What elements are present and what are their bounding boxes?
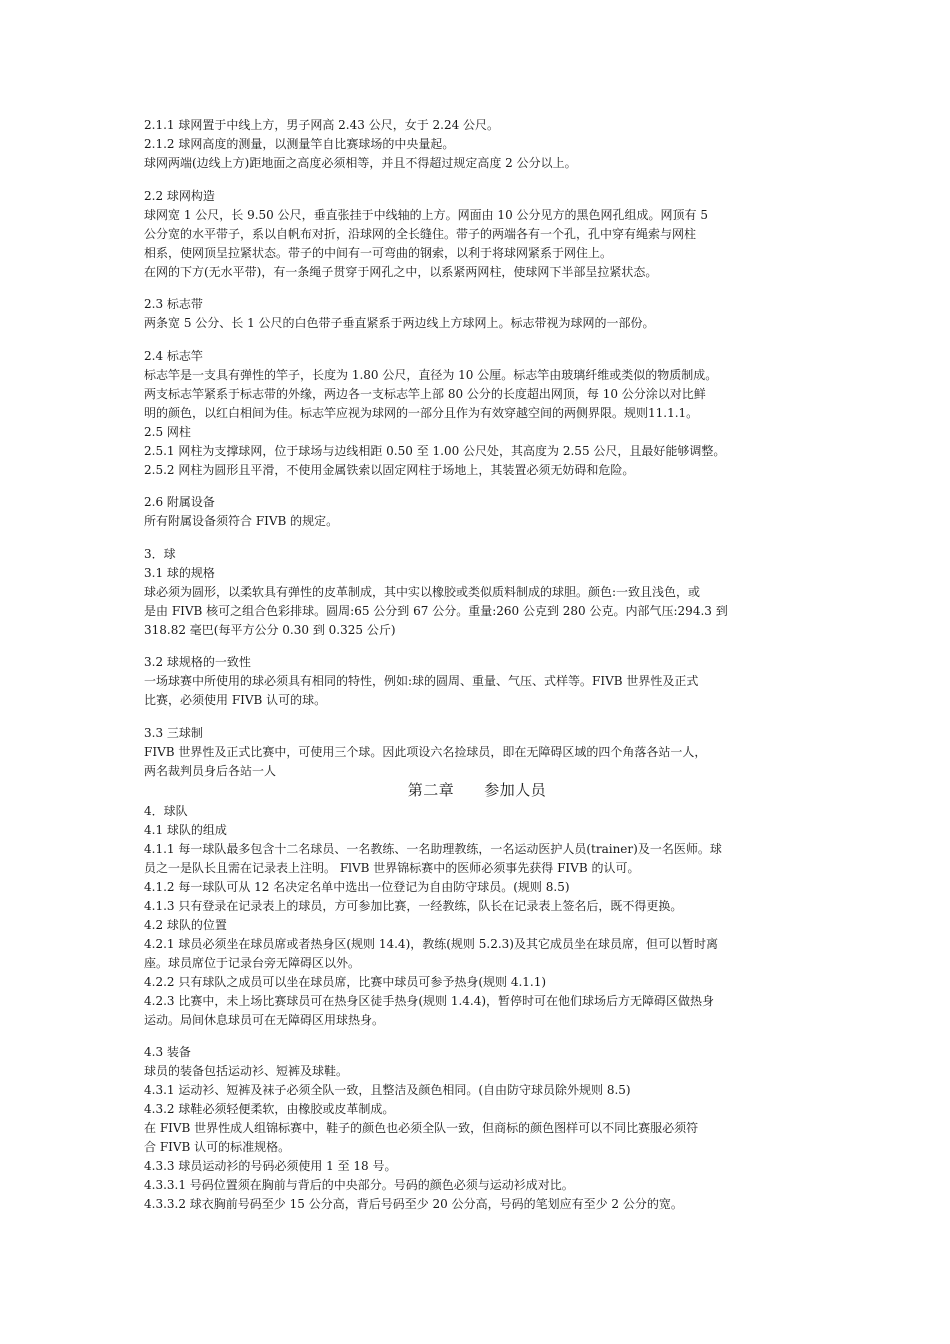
- paragraph-3-1-line-1: 球必须为圆形，以柔软具有弹性的皮革制成，其中实以橡胶或类似质料制成的球胆。颜色:一致且浅色，或: [144, 584, 701, 599]
- paragraph-4-3: 球员的装备包括运动衫、短裤及球鞋。: [144, 1064, 349, 1078]
- document-page: [144, 116, 810, 1214]
- rule-2-5-1: 2.5.1 网柱为支撑球网，位于球场与边线相距 0.50 至 1.00 公尺处，其高度为 2.55 公尺，且最好能够调整。: [144, 443, 726, 458]
- rule-4-2-2: 4.2.2 只有球队之成员可以坐在球员席，比赛中球员可参予热身(规则 4.1.1): [144, 974, 547, 989]
- paragraph-2-2-line-4: 在网的下方(无水平带)，有一条绳子贯穿于网孔之中，以系紧两网柱，使球网下半部呈拉紧状态。: [144, 264, 658, 279]
- paragraph-3-1-line-3: 318.82 毫巴(每平方公分 0.30 到 0.325 公斤): [144, 622, 396, 637]
- heading-3-2: 3.2 球规格的一致性: [144, 655, 251, 669]
- rule-4-1-2: 4.1.2 每一球队可从 12 名决定名单中选出一位登记为自由防守球员。(规则 8.5): [144, 879, 570, 894]
- heading-2-6: 2.6 附属设备: [144, 495, 215, 509]
- paragraph-3-1-line-2: 是由 FIVB 核可之组合色彩排球。圆周:65 公分到 67 公分。重量:260 公克到 280 公克。内部气压:294.3 到: [144, 603, 728, 618]
- rule-4-3-3-1: 4.3.3.1 号码位置须在胸前与背后的中央部分。号码的颜色必须与运动衫成对比。: [144, 1178, 574, 1192]
- paragraph-2-2-line-3: 相系，使网顶呈拉紧状态。带子的中间有一可弯曲的钢索，以利于将球网紧系于网住上。: [144, 245, 613, 260]
- paragraph-3-3-line-2: 两名裁判员身后各站一人: [144, 763, 277, 778]
- paragraph-3-3-line-1: FIVB 世界性及正式比赛中，可使用三个球。因此项设六名捡球员，即在无障碍区域的四个角落各站一人，: [144, 744, 707, 759]
- heading-4-2: 4.2 球队的位置: [144, 917, 227, 932]
- rule-4-2-1-line-1: 4.2.1 球员必须坐在球员席或者热身区(规则 14.4)，教练(规则 5.2.3)及其它成员坐在球员席，但可以暂时离: [144, 936, 718, 951]
- rule-4-1-3: 4.1.3 只有登录在记录表上的球员，方可参加比赛，一经教练，队长在记录表上签名后，既不得更换。: [144, 898, 683, 913]
- heading-4-1: 4.1 球队的组成: [144, 822, 227, 837]
- paragraph-2-4-line-3: 明的颜色，以红白相间为佳。标志竿应视为球网的一部分且作为有效穿越空间的两侧界限。规则11.1.1。: [144, 405, 699, 420]
- paragraph-2-2-line-1: 球网宽 1 公尺，长 9.50 公尺，垂直张挂于中线轴的上方。网面由 10 公分见方的黑色网孔组成。网顶有 5: [144, 207, 708, 222]
- paragraph-2-4-line-1: 标志竿是一支具有弹性的竿子，长度为 1.80 公尺，直径为 10 公厘。标志竿由玻璃纤维或类似的物质制成。: [144, 367, 718, 382]
- paragraph-3-2-line-1: 一场球赛中所使用的球必须具有相同的特性，例如:球的圆周、重量、气压、式样等。FIVB 世界性及正式: [144, 674, 699, 688]
- rule-2-1-1: 2.1.1 球网置于中线上方，男子网高 2.43 公尺，女于 2.24 公尺。: [144, 118, 500, 132]
- chapter-number: 第二章: [407, 780, 455, 799]
- rule-2-1-2-note: 球网两端(边线上方)距地面之高度必须相等，并且不得超过规定高度 2 公分以上。: [144, 156, 577, 170]
- heading-2-5: 2.5 网柱: [144, 424, 191, 439]
- heading-3: 3．球: [144, 546, 176, 561]
- rule-4-3-3-2: 4.3.3.2 球衣胸前号码至少 15 公分高，背后号码至少 20 公分高，号码的笔划应有至少 2 公分的宽。: [144, 1197, 683, 1211]
- heading-2-4: 2.4 标志竿: [144, 348, 203, 363]
- rule-2-1-2: 2.1.2 球网高度的测量，以测量竿自比赛球场的中央量起。: [144, 137, 455, 151]
- heading-3-1: 3.1 球的规格: [144, 565, 215, 580]
- rule-4-3-2-note-line-2: 合 FIVB 认可的标准规格。: [144, 1140, 291, 1154]
- paragraph-3-2-line-2: 比赛，必须使用 FIVB 认可的球。: [144, 693, 327, 707]
- paragraph-2-4-line-2: 两支标志竿紧系于标志带的外缘，两边各一支标志竿上部 80 公分的长度超出网顶，每 10 公分涂以对比鲜: [144, 386, 706, 401]
- rule-4-3-2: 4.3.2 球鞋必须轻便柔软，由橡胶或皮革制成。: [144, 1102, 395, 1116]
- rule-4-1-1-line-1: 4.1.1 每一球队最多包含十二名球员、一名教练、一名助理教练，一名运动医护人员(trainer)及一名医师。球: [144, 841, 722, 856]
- rule-4-1-1-line-2: 员之一是队长且需在记录表上注明。 FlVB 世界锦标赛中的医师必须事先获得 FIVB 的认可。: [144, 860, 640, 875]
- heading-2-2: 2.2 球网构造: [144, 188, 215, 203]
- paragraph-2-3: 两条宽 5 公分、长 1 公尺的白色带子垂直紧系于两边线上方球网上。标志带视为球网的一部份。: [144, 316, 655, 330]
- rule-4-2-3-line-1: 4.2.3 比赛中，未上场比赛球员可在热身区徒手热身(规则 1.4.4)，暂停时可在他们球场后方无障碍区做热身: [144, 993, 715, 1008]
- heading-2-3: 2.3 标志带: [144, 297, 203, 311]
- paragraph-2-6: 所有附属设备须符合 FIVB 的规定。: [144, 514, 339, 528]
- rule-4-3-3: 4.3.3 球员运动衫的号码必须使用 1 至 18 号。: [144, 1159, 397, 1173]
- rule-4-3-2-note-line-1: 在 FIVB 世界性成人组锦标赛中，鞋子的颜色也必须全队一致，但商标的颜色图样可以不同比赛服必须符: [144, 1121, 699, 1135]
- chapter-title: 参加人员: [484, 780, 547, 799]
- rule-4-2-1-line-2: 座。球员席位于记录台旁无障碍区以外。: [144, 955, 361, 970]
- heading-3-3: 3.3 三球制: [144, 725, 203, 740]
- heading-4: 4．球队: [144, 803, 188, 818]
- paragraph-2-2-line-2: 公分宽的水平带子，系以自帆布对折，沿球网的全长缝住。带子的两端各有一个孔，孔中穿有绳索与网柱: [144, 226, 697, 241]
- rule-4-2-3-line-2: 运动。局间休息球员可在无障碍区用球热身。: [144, 1012, 385, 1027]
- rule-4-3-1: 4.3.1 运动衫、短裤及袜子必须全队一致，且整洁及颜色相同。(自由防守球员除外规则 8.5): [144, 1083, 631, 1097]
- heading-4-3: 4.3 装备: [144, 1045, 191, 1059]
- chapter-heading: [144, 778, 810, 802]
- rule-2-5-2: 2.5.2 网柱为圆形且平滑，不使用金属铁索以固定网柱于场地上，其装置必须无妨碍和危险。: [144, 462, 635, 477]
